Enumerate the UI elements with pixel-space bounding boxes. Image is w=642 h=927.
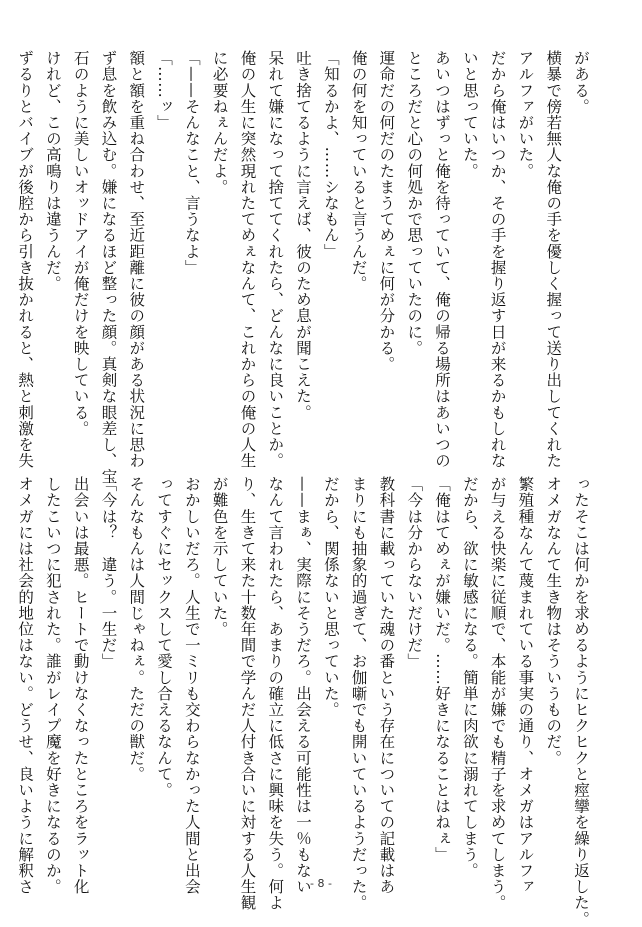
text-line: 繁殖種なんて蔑まれている事実の通り、オメガはアルファ [516,476,535,895]
text-line: 俺の人生に突然現れたてめぇなんて、これからの俺の人生 [238,50,257,469]
text-line: 俺の何を知っていると言うんだ。 [349,50,368,292]
text-line: したこいつに犯された。誰がレイプ魔を好きになるのか。 [43,476,62,895]
text-line: が難色を示していた。 [210,476,229,637]
text-line: だから、関係ないと思っていた。 [321,476,340,718]
text-line: オメガには社会的地位はない。どうせ、良いように解釈さ [16,476,35,895]
text-line: 「——そんなこと、言うなよ」 [182,50,201,276]
text-line: 横暴で傍若無人な俺の手を優しく握って送り出してくれた [544,50,563,469]
text-line: だから、欲に敏感になる。簡単に肉欲に溺れてしまう。 [460,476,479,879]
text-line: 石のように美しいオッドアイが俺だけを映している。 [71,50,90,437]
text-line: そんなもんは人間じゃねぇ。ただの獣だ。 [127,476,146,782]
text-line: 「今は分からないだけだ」 [405,476,424,670]
text-line: おかしいだろ。人生で一ミリも交わらなかった人間と出会 [182,476,201,895]
text-line: 運命だの何だのたまうてめぇに何が分かる。 [377,50,396,372]
text-line: ところだと心の何処かで思っていたのに。 [405,50,424,356]
text-line: 出会いは最悪。ヒートで動けなくなったところをラット化 [71,476,90,895]
text-line: 呆れて嫌になって捨ててくれたら、どんなに良いことか。 [266,50,285,469]
text-line: 「今は？ 違う。一生だ」 [99,476,118,670]
text-block-top [10,50,594,485]
text-line: ず息を飲み込む。嫌になるほど整った顔。真剣な眼差し、宝 [99,50,118,485]
text-line: に必要ねぇんだよ。 [210,50,229,195]
text-line: だから俺はいつか、その手を握り返す日が来るかもしれな [488,50,507,469]
text-line: あいつはずっと俺を待っていて、俺の帰る場所はあいつの [433,50,452,469]
text-line: ったそこは何かを求めるようにヒクヒクと痙攣を繰り返した。 [572,476,590,927]
text-line: り、生きて来た十数年間で学んだ人付き合いに対する人生観 [238,476,257,911]
text-line: いと思っていた。 [460,50,479,179]
text-line: 「知るかよ、……シなもん」 [321,50,340,260]
text-line: まりにも抽象的過ぎて、お伽噺でも開いているようだった。 [349,476,368,911]
text-line: なんて言われたら、あまりの確立に低さに興味を失う。何よ [266,476,285,911]
text-line: が与える快楽に従順で、本能が嫌でも精子を求めてしまう。 [488,476,507,911]
text-line: 額と額を重ね合わせ、至近距離に彼の顔がある状況に思わ [127,50,146,469]
text-line: 教科書に載っていた魂の番という存在についての記載はあ [377,476,396,895]
text-block-bottom [10,476,594,927]
text-line: がある。 [572,50,590,115]
text-line: 「……ッ」 [155,50,174,131]
text-line: けれど、この高鳴りは違うんだ。 [43,50,62,292]
page-number: - 8 - [310,877,332,890]
text-line: ずるりとバイブが後腔から引き抜かれると、熱と刺激を失 [16,50,35,469]
text-line: 「俺はてめぇが嫌いだ。……好きになることはねぇ」 [433,476,452,863]
text-line: ——まぁ、実際にそうだろ。出会える可能性は一％もない [294,476,313,895]
text-line: ってすぐにセックスして愛し合えるなんて。 [155,476,174,798]
text-line: 吐き捨てるように言えば、彼のため息が聞こえた。 [294,50,313,421]
text-line: オメガなんて生き物はそういうものだ。 [544,476,563,766]
text-line: アルファがいた。 [516,50,535,179]
